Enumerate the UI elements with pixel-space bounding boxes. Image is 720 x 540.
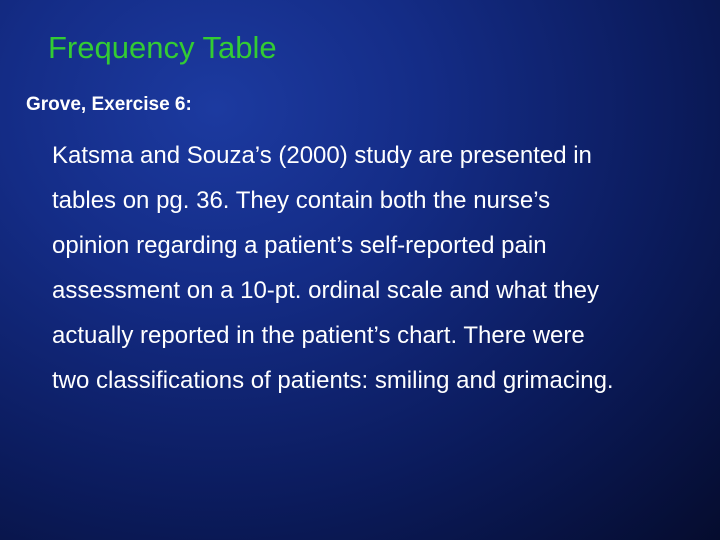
body-line: two classifications of patients: smiling and grimacing. [52, 367, 614, 394]
slide-subtitle: Grove, Exercise 6: [26, 94, 192, 115]
body-line: actually reported in the patient’s chart. There were [52, 322, 585, 349]
body-line: assessment on a 10-pt. ordinal scale and what they [52, 277, 599, 304]
slide-title: Frequency Table [48, 30, 277, 65]
body-line: Katsma and Souza’s (2000) study are presented in [52, 142, 592, 169]
body-line: tables on pg. 36. They contain both the nurse’s [52, 187, 551, 214]
slide-body [52, 133, 712, 403]
body-line: opinion regarding a patient’s self-reported pain [52, 232, 547, 259]
